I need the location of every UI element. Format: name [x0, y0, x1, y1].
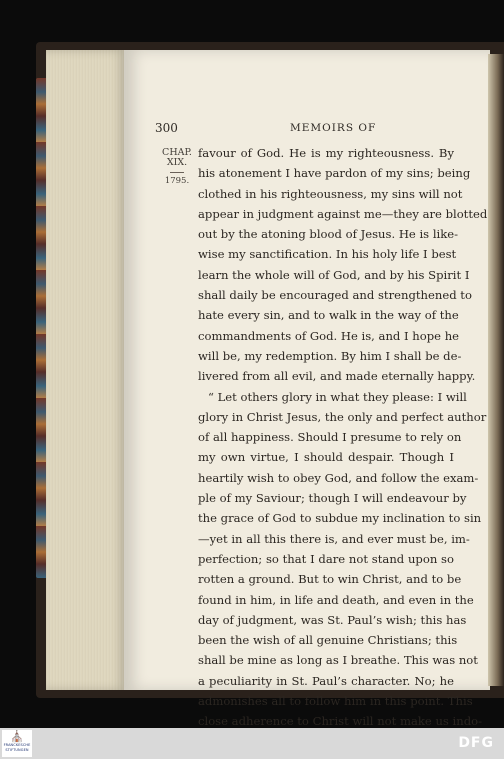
body-text [198, 143, 488, 728]
page-stack-edge [46, 50, 126, 690]
text-line: wise my sanctification. In his holy life I best [198, 247, 457, 262]
margin-rule [170, 172, 184, 173]
margin-chapter-number: XIX. [166, 157, 188, 168]
library-logo[interactable] [2, 730, 32, 757]
text-line: found in him, in life and death, and even in the [198, 592, 474, 607]
text-line: hate every sin, and to walk in the way of the [198, 308, 459, 323]
text-line: favour of God. He is my righteousness. By [198, 146, 454, 160]
library-logo-line1: FRANCKESCHE [3, 743, 31, 747]
text-line: clothed in his righteousness, my sins will not [198, 186, 463, 201]
church-icon: ⛪ [10, 730, 24, 743]
text-line: been the wish of all genuine Christians; this [198, 633, 458, 648]
text-line: my own virtue, I should despair. Though I [198, 450, 454, 465]
text-line: perfection; so that I dare not stand upon so [198, 551, 454, 566]
margin-chapter-label: CHAP. [162, 147, 192, 158]
text-line: will be, my redemption. By him I shall be de- [198, 348, 462, 363]
text-line: of all happiness. Should I presume to rely on [198, 430, 462, 445]
text-line: his atonement I have pardon of my sins; being [198, 166, 471, 181]
text-line: —yet in all this there is, and ever must be, im- [198, 531, 470, 546]
page-gutter [488, 54, 504, 686]
library-logo-line2: STIFTUNGEN [5, 748, 29, 752]
text-line: shall daily be encouraged and strengthened to [198, 288, 472, 303]
text-line: admonishes all to follow him in this point. This [198, 694, 473, 709]
text-line: commandments of God. He is, and I hope he [198, 328, 460, 343]
text-line: a peculiarity in St. Paul’s character. No; he [198, 673, 454, 688]
text-line: the grace of God to subdue my inclination to sin [198, 511, 482, 526]
page-number: 300 [155, 121, 178, 135]
text-line: shall be mine as long as I breathe. This was not [198, 653, 478, 668]
text-line: appear in judgment against me—they are blotted [198, 206, 488, 221]
text-line: livered from all evil, and made eternally happy. [198, 369, 476, 384]
text-line: learn the whole will of God, and by his Spirit I [198, 267, 470, 282]
margin-year: 1795. [164, 176, 190, 186]
text-line: out by the atoning blood of Jesus. He is like- [198, 227, 459, 242]
text-line: day of judgment, was St. Paul’s wish; this has [198, 612, 467, 627]
text-line: glory in Christ Jesus, the only and perfect author [198, 409, 487, 424]
text-line: rotten a ground. But to win Christ, and to be [198, 572, 462, 587]
running-head: MEMOIRS OF [290, 122, 377, 134]
text-line: heartily wish to obey God, and follow the exam- [198, 470, 479, 485]
dfg-logo[interactable]: DFG [458, 735, 494, 751]
text-line: “ Let others glory in what they please: I will [208, 389, 467, 404]
text-line: ple of my Saviour; though I will endeavour by [198, 491, 467, 506]
margin-note [160, 148, 194, 186]
viewer-footer [0, 728, 504, 759]
text-line: close adherence to Christ will not make us indo- [198, 714, 483, 728]
